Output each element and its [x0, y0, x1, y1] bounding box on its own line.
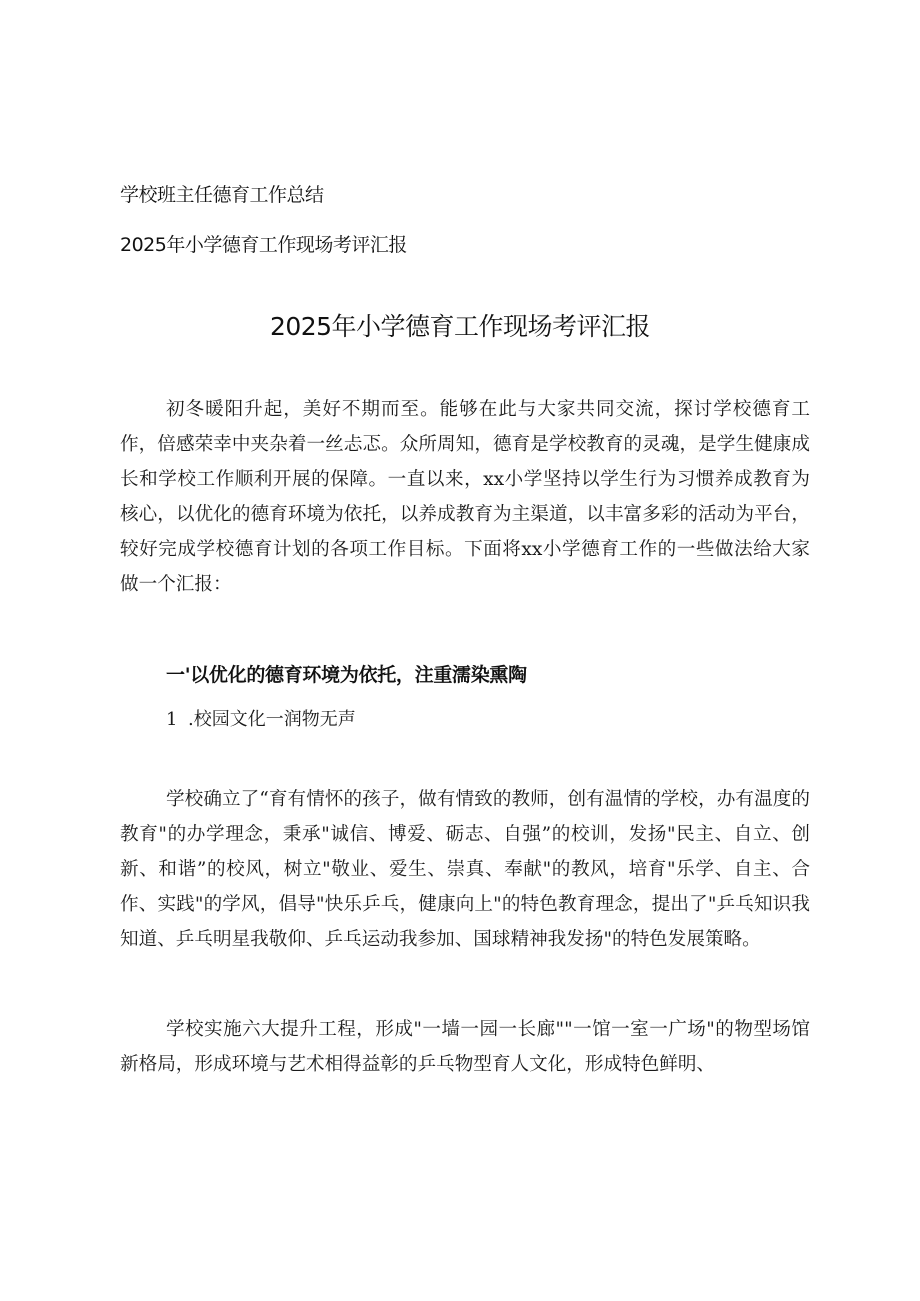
page-title: 2025年小学德育工作现场考评汇报: [269, 312, 651, 341]
intro-paragraph: 初冬暖阳升起，美好不期而至。能够在此与大家共同交流，探讨学校德育工作，倍感荣幸中夹杂着一丝忐忑。众所周知，德育是学校教育的灵魂，是学生健康成长和学校工作顺利开展的保障。一直以来，xx小学坚持以学生行为习惯养成教育为核心，以优化的德育环境为依托，以养成教育为主渠道，以丰富多彩的活动为平台，较好完成学校德育计划的各项工作目标。下面将xx小学德育工作的一些做法给大家做一个汇报：: [120, 399, 810, 595]
document-subtitle: 2025年小学德育工作现场考评汇报: [120, 234, 407, 256]
improvement-projects-paragraph: 学校实施六大提升工程，形成"一墙一园一长廊""一馆一室一广场"的物型场馆新格局，形成环境与艺术相得益彰的乒乓物型育人文化，形成特色鲜明、: [120, 1019, 810, 1075]
subsection-number: 1: [166, 709, 178, 730]
document-series-title: 学校班主任德育工作总结: [120, 184, 324, 206]
subsection-heading: [166, 705, 356, 731]
subsection-title: .校园文化一润物无声: [188, 709, 356, 730]
section-heading: 一'以优化的德育环境为依托，注重濡染熏陶: [166, 664, 527, 686]
campus-culture-paragraph: 学校确立了“育有情怀的孩子，做有情致的教师，创有温情的学校，办有温度的教育"的办学理念，秉承"诚信、博爱、砺志、自强”的校训，发扬"民主、自立、创新、和谐”的校风，树立"敬业、爱生、崇真、奉献"的教风，培育"乐学、自主、合作、实践"的学风，倡导"快乐乒乓，健康向上"的特色教育理念，提出了"乒乓知识我知道、乒乓明星我敬仰、乒乓运动我参加、国球精神我发扬"的特色发展策略。: [120, 789, 810, 950]
